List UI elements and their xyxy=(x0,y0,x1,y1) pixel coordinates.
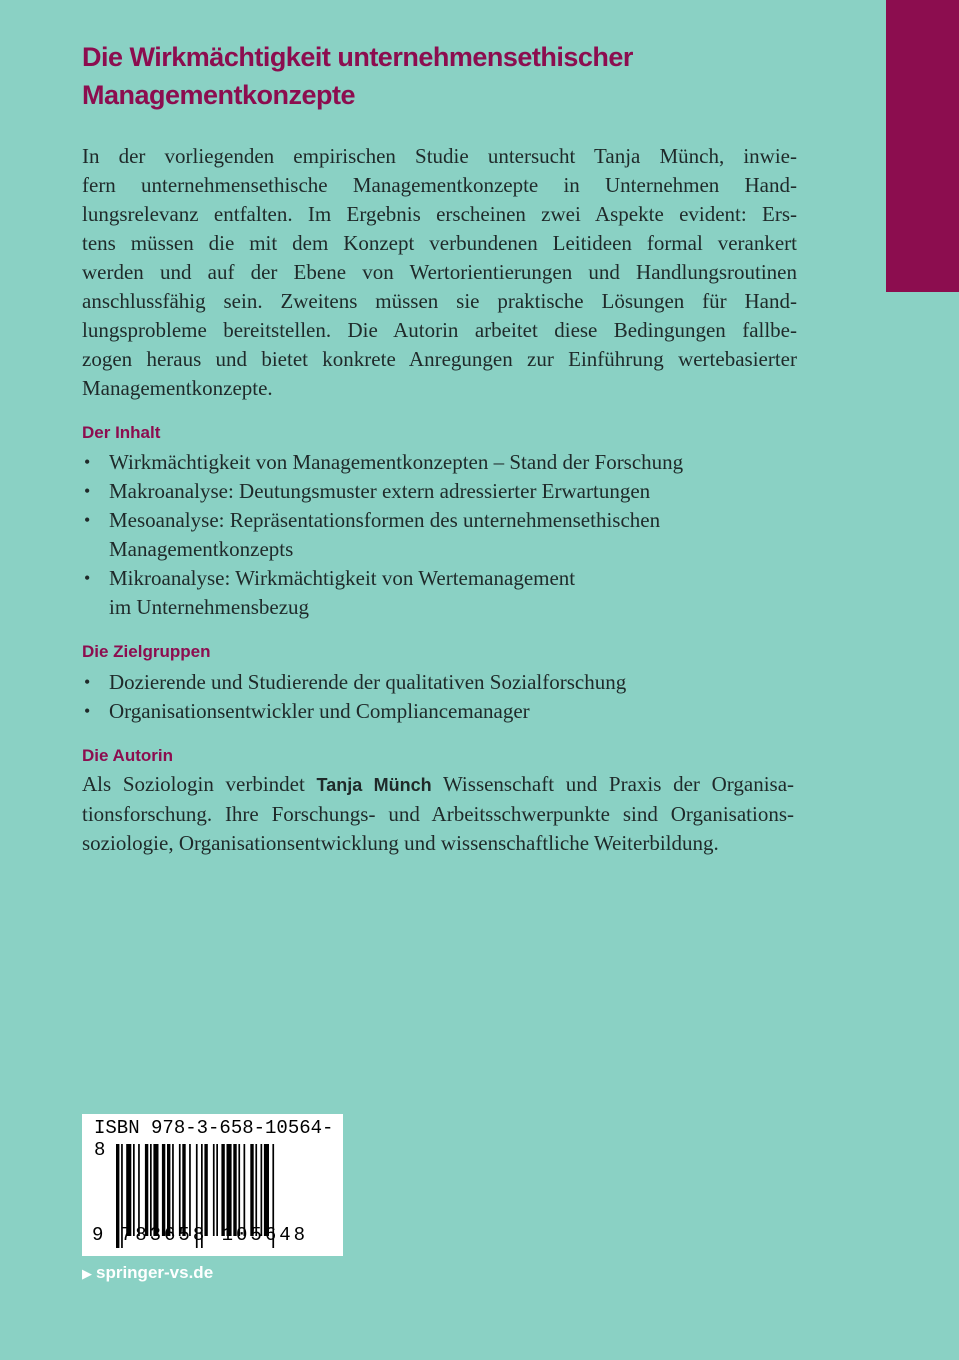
author-bio-line: tionsforschung. Ihre Forschungs- und Arbeitsschwerpunkte sind Organisations- xyxy=(82,802,794,826)
barcode-bar xyxy=(189,1144,191,1236)
zielgruppen-list xyxy=(82,668,626,726)
website-text: springer-vs.de xyxy=(96,1263,214,1282)
website-link[interactable] xyxy=(82,1263,213,1283)
inhalt-heading: Der Inhalt xyxy=(82,423,161,442)
abstract-line: tens müssen die mit dem Konzept verbundenen Leitideen formal verankert xyxy=(82,231,797,255)
barcode-bar xyxy=(261,1144,263,1236)
barcode-bar xyxy=(162,1144,165,1236)
autorin-heading: Die Autorin xyxy=(82,746,173,765)
list-item: • Mesoanalyse: Repräsentationsformen des unternehmensethischen Managementkonzepts xyxy=(84,508,661,561)
barcode-bar xyxy=(264,1144,269,1236)
abstract-line: zogen heraus und bietet konkrete Anregungen zur Einführung wertebasierter xyxy=(82,347,797,371)
barcode-bar xyxy=(221,1144,224,1236)
barcode-bar xyxy=(255,1144,257,1236)
author-name: Tanja Münch xyxy=(316,775,432,795)
abstract-line: lungsrelevanz entfalten. Im Ergebnis erscheinen zwei Aspekte evident: Ers- xyxy=(82,202,797,226)
barcode-bar xyxy=(167,1144,170,1236)
barcode-bar xyxy=(126,1144,131,1236)
barcode-bar xyxy=(227,1144,232,1236)
inhalt-list xyxy=(82,448,683,622)
barcode-bar xyxy=(233,1144,236,1236)
barcode-bar xyxy=(238,1144,240,1236)
book-title xyxy=(82,38,862,114)
author-bio-line: Als Soziologin verbindet Tanja Münch Wissenschaft und Praxis der Organisa- xyxy=(82,772,795,796)
barcode-bar xyxy=(204,1144,207,1236)
list-item: • Dozierende und Studierende der qualitativen Sozialforschung xyxy=(82,668,626,697)
list-item: • Mikroanalyse: Wirkmächtigkeit von Wertemanagement im Unternehmensbezug xyxy=(84,566,576,619)
barcode-bar xyxy=(138,1144,140,1236)
barcode-bar xyxy=(153,1144,158,1236)
abstract-line: Managementkonzepte. xyxy=(82,376,273,400)
barcode-bar xyxy=(172,1144,174,1236)
abstract-line: In der vorliegenden empirischen Studie untersucht Tanja Münch, inwie- xyxy=(82,144,797,168)
barcode-bar xyxy=(250,1144,253,1236)
isbn-barcode xyxy=(82,1114,343,1256)
abstract-line: lungsprobleme bereitstellen. Die Autorin arbeitet diese Bedingungen fallbe- xyxy=(82,318,797,342)
abstract-line: fern unternehmensethische Managementkonzepte in Unternehmen Hand- xyxy=(82,173,797,197)
barcode-bar xyxy=(133,1144,135,1236)
book-title-line-2: Managementkonzepte xyxy=(82,80,356,110)
barcode-digits: 9 783658 105648 xyxy=(92,1224,309,1246)
zielgruppen-heading: Die Zielgruppen xyxy=(82,642,211,661)
bullet-icon: • xyxy=(84,452,91,472)
accent-tab xyxy=(886,0,959,292)
barcode-bar xyxy=(213,1144,215,1236)
barcode-bar xyxy=(216,1144,218,1236)
barcode-bar xyxy=(145,1144,148,1236)
play-arrow-icon: ▶ xyxy=(82,1266,92,1281)
abstract xyxy=(82,142,797,403)
list-item: • Organisationsentwickler und Compliancemanager xyxy=(82,697,626,726)
bullet-icon: • xyxy=(84,701,91,721)
barcode-bar xyxy=(182,1144,185,1236)
barcode-bar xyxy=(150,1144,152,1236)
bullet-icon: • xyxy=(84,672,91,692)
book-title-line-1: Die Wirkmächtigkeit unternehmensethischer xyxy=(82,42,633,72)
bullet-icon: • xyxy=(84,481,91,501)
list-item: • Wirkmächtigkeit von Managementkonzepten – Stand der Forschung xyxy=(82,448,683,477)
bullet-icon: • xyxy=(84,568,91,588)
bullet-icon: • xyxy=(84,510,91,530)
isbn-label: ISBN 978-3-658-10564-8 xyxy=(94,1117,334,1161)
barcode-bar xyxy=(244,1144,246,1236)
list-item: • Makroanalyse: Deutungsmuster extern adressierter Erwartungen xyxy=(82,477,683,506)
author-bio-line: soziologie, Organisationsentwicklung und wissenschaftliche Weiterbildung. xyxy=(82,831,719,855)
abstract-line: anschlussfähig sein. Zweitens müssen sie praktische Lösungen für Hand- xyxy=(82,289,797,313)
author-bio xyxy=(82,770,794,858)
barcode-bar xyxy=(179,1144,181,1236)
abstract-line: werden und auf der Ebene von Wertorientierungen und Handlungsroutinen xyxy=(82,260,797,284)
